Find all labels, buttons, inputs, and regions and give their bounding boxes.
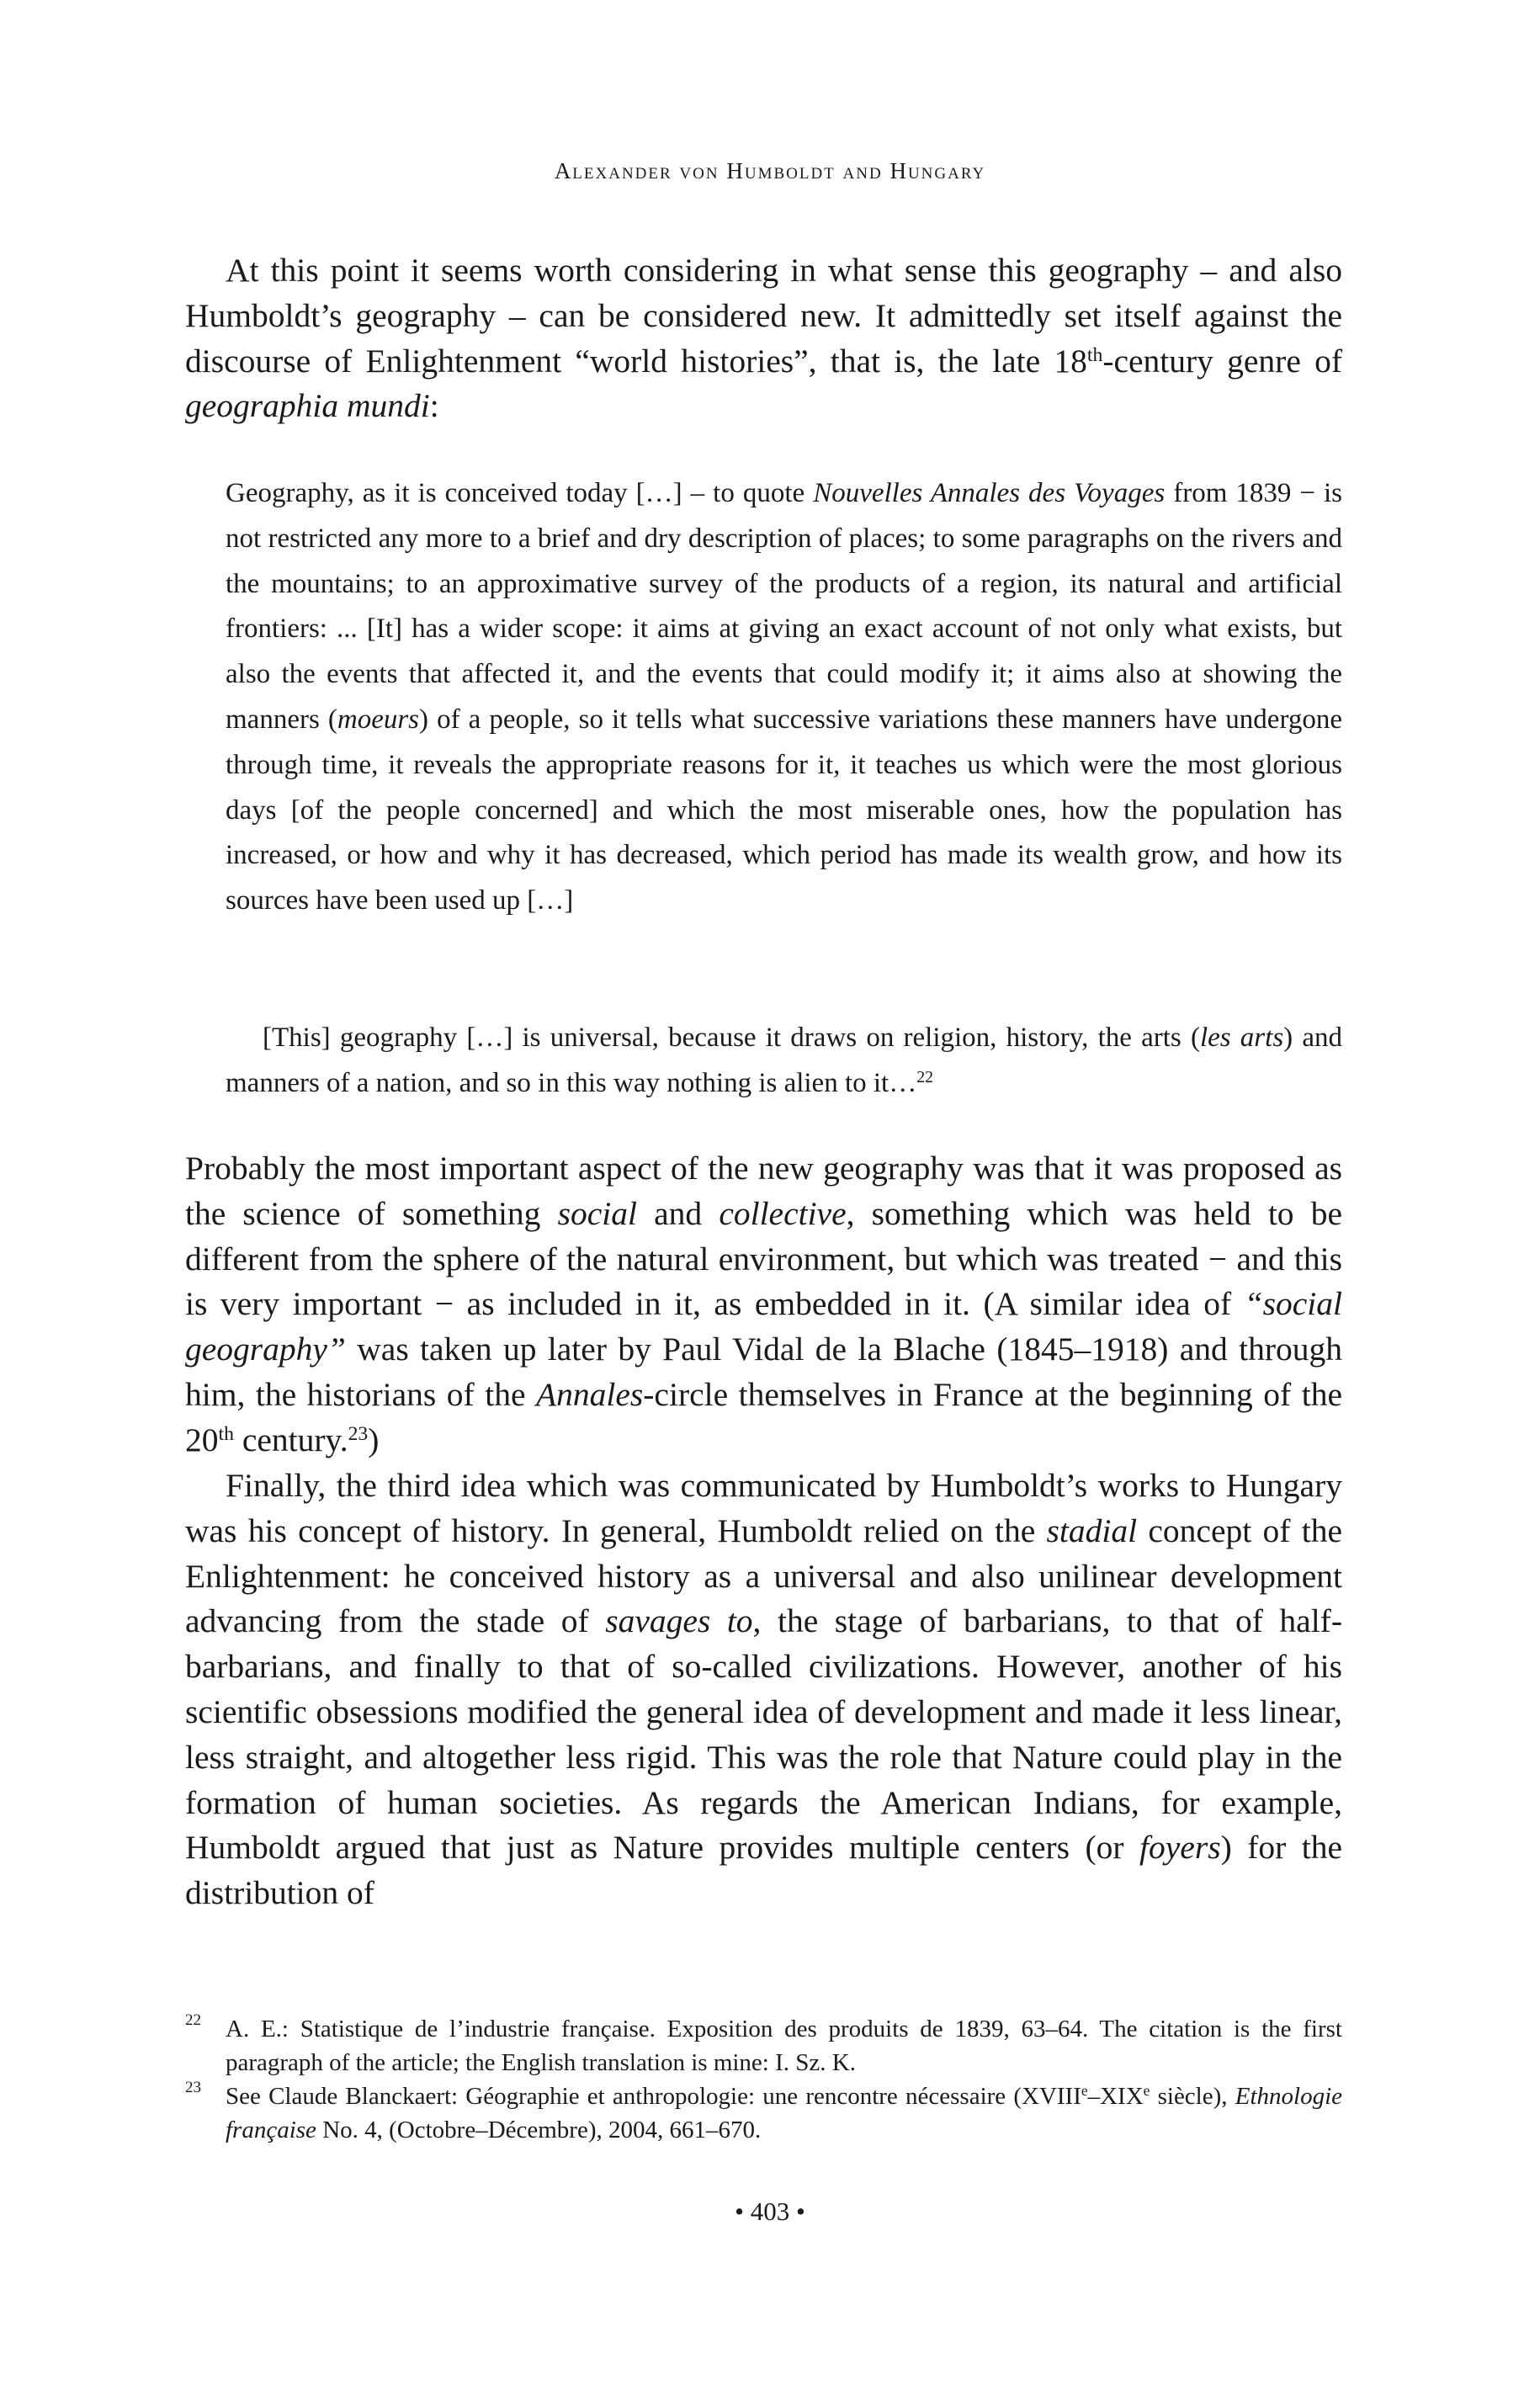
footnote-number-22: 22	[185, 2011, 201, 2029]
paragraph-social-geography: Probably the most important aspect of the new geography was that it was proposed as the science of something social and collective, something which was held to be different from the sphere of the natural environment, but which was treated − and this is very important − as included in it, as embedded in it. (A similar idea of “social geography” was taken up later by Paul Vidal de la Blache (1845–1918) and through him, the historians of the Annales-circle themselves in France at the beginning of the 20th century.$^{23}$)	[185, 1150, 1343, 1458]
footnote-ref-22: 22	[916, 1067, 933, 1086]
block-quote-2: [This] geography […] is universal, because it draws on religion, history, the arts (les arts) and manners of a nation, and so in this way nothing is alien to it…$^{22}$	[226, 1023, 1343, 1098]
running-header: Alexander von Humboldt and Hungary	[554, 158, 986, 183]
paragraph-intro: At this point it seems worth considering in what sense this geography – and also Humboldt’s geography – can be considered new. It admittedly set itself against the discourse of Enlightenment “world histories”, that is, the late 18th-century genre of geographia mundi:	[185, 252, 1343, 425]
page-number: • 403 •	[735, 2196, 805, 2226]
footnote-23: See Claude Blanckaert: Géographie et anthropologie: une rencontre nécessaire (XVIIIe–XIXe siècle), Ethnologie française No. 4, (Octobre–Décembre), 2004, 661–670.	[226, 2082, 1342, 2143]
block-quote-1: Geography, as it is conceived today […] – to quote Nouvelles Annales des Voyages from 1839 − is not restricted any more to a brief and dry description of places; to some paragraphs on the rivers and the mountains; to an approximative survey of the products of a region, its natural and artificial frontiers: ... [It] has a wider scope: it aims at giving an exact account of not only what exists, but also the events that affected it, and the events that could modify it; it aims also at showing the manners (moeurs) of a people, so it tells what successive variations these manners have undergone through time, it reveals the appropriate reasons for it, it teaches us which were the most glorious days [of the people concerned] and which the most miserable ones, how the population has increased, or how and why it has decreased, which period has made its wealth grow, and how its sources have been used up […]	[226, 478, 1343, 916]
paragraph-history: Finally, the third idea which was communicated by Humboldt’s works to Hungary was his concept of history. In general, Humboldt relied on the stadial concept of the Enlightenment: he conceived history as a universal and also unilinear development advancing from the stade of savages to, the stage of barbarians, to that of half-barbarians, and finally to that of so-called civilizations. However, another of his scientific obsessions modified the general idea of development and made it less linear, less straight, and altogether less rigid. This was the role that Nature could play in the formation of human societies. As regards the American Indians, for example, Humboldt argued that just as Nature provides multiple centers (or foyers) for the distribution of	[185, 1467, 1343, 1912]
footnote-ref-23: 23	[348, 1422, 369, 1445]
footnote-22: A. E.: Statistique de l’industrie française. Exposition des produits de 1839, 63–64. The citation is the first paragraph of the article; the English translation is mine: I. Sz. K.	[226, 2016, 1342, 2076]
footnote-number-23: 23	[185, 2079, 201, 2096]
